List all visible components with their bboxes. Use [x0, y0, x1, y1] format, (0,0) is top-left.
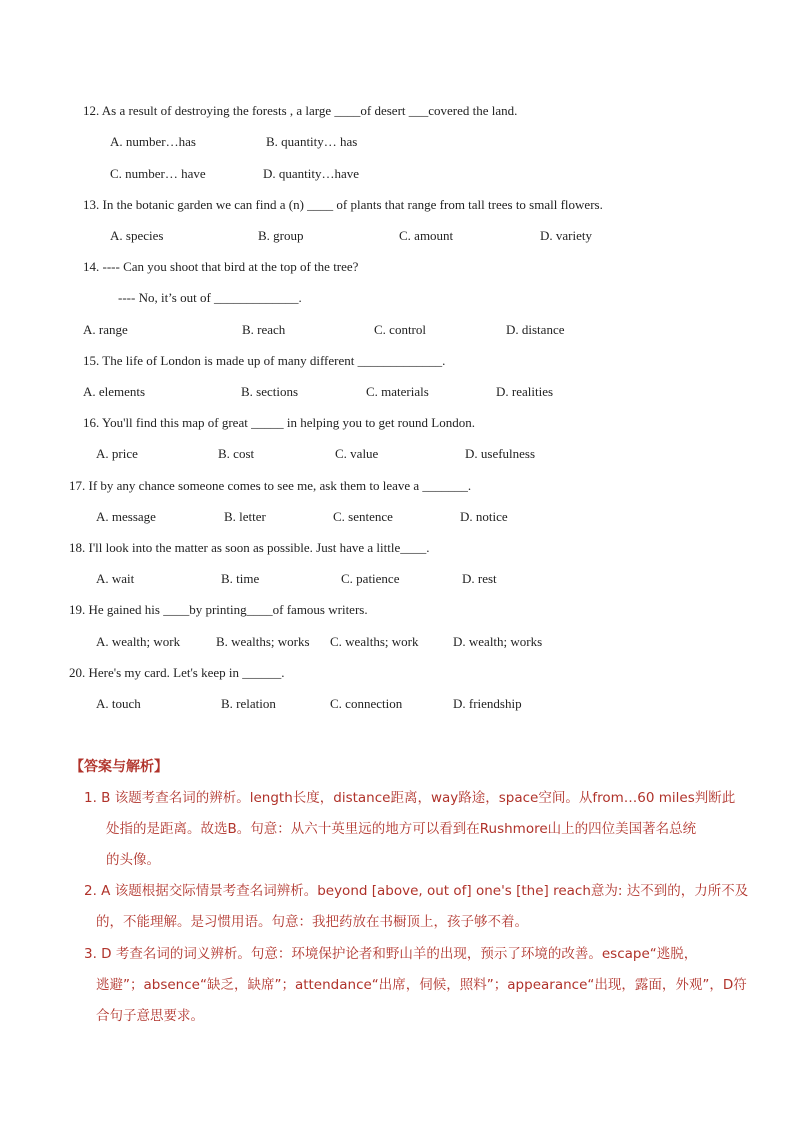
question-17-option-d: D. notice	[460, 509, 508, 524]
question-17-option-a: A. message	[96, 509, 156, 524]
question-16-stem: 16. You'll find this map of great _____ in helping you to get round London.	[83, 415, 475, 430]
answers-header: 【答案与解析】	[70, 759, 168, 775]
question-18-option-b: B. time	[221, 571, 260, 586]
question-13-option-a: A. species	[110, 228, 164, 243]
question-20-option-a: A. touch	[96, 696, 141, 711]
answer-1-line-2: 处指的是距离。故选B。句意：从六十英里远的地方可以看到在Rushmore山上的四位美国著名总统	[106, 821, 697, 837]
answer-3-line-3: 合句子意思要求。	[96, 1008, 204, 1024]
question-13-option-b: B. group	[258, 228, 304, 243]
question-12-option-a: A. number…has	[110, 134, 196, 149]
question-18-option-a: A. wait	[96, 571, 135, 586]
question-15-option-d: D. realities	[496, 384, 554, 399]
question-16-option-a: A. price	[96, 446, 138, 461]
question-18-option-d: D. rest	[462, 571, 497, 586]
question-20-option-c: C. connection	[330, 696, 403, 711]
question-12-option-d: D. quantity…have	[263, 166, 360, 181]
question-16-option-c: C. value	[335, 446, 379, 461]
question-15-stem: 15. The life of London is made up of many different _____________.	[83, 353, 446, 368]
question-12-stem: 12. As a result of destroying the forests , a large ____of desert ___covered the land.	[83, 103, 518, 118]
question-14-option-d: D. distance	[506, 322, 565, 337]
answer-2-line-1: 2. A 该题根据交际情景考查名词辨析。beyond [above, out of] one's [the] reach意为: 达不到的，力所不及	[84, 883, 749, 899]
question-15-option-b: B. sections	[241, 384, 299, 399]
answer-1-line-3: 的头像。	[106, 852, 160, 868]
answer-2-line-2: 的，不能理解。是习惯用语。句意：我把药放在书橱顶上，孩子够不着。	[96, 914, 528, 930]
question-14-option-c: C. control	[374, 322, 426, 337]
question-19-option-b: B. wealths; works	[216, 634, 310, 649]
question-17-option-b: B. letter	[224, 509, 266, 524]
question-13-option-d: D. variety	[540, 228, 592, 243]
question-13-stem: 13. In the botanic garden we can find a (n) ____ of plants that range from tall trees to small flowers.	[83, 197, 603, 212]
question-15-option-a: A. elements	[83, 384, 146, 399]
question-12-option-b: B. quantity… has	[266, 134, 358, 149]
question-18-option-c: C. patience	[341, 571, 400, 586]
answer-1-line-1: 1. B 该题考查名词的辨析。length长度，distance距离，way路途，space空间。从from…60 miles判断此	[84, 790, 736, 806]
question-19-option-a: A. wealth; work	[96, 634, 181, 649]
question-20-stem: 20. Here's my card. Let's keep in ______.	[69, 665, 285, 680]
question-17-stem: 17. If by any chance someone comes to see me, ask them to leave a _______.	[69, 478, 472, 493]
question-14-option-a: A. range	[83, 322, 128, 337]
question-19-option-c: C. wealths; work	[330, 634, 419, 649]
question-20-option-d: D. friendship	[453, 696, 522, 711]
answer-3-line-2: 逃避”；absence“缺乏，缺席”；attendance“出席，伺候，照料”；appearance“出现，露面，外观”，D符	[96, 977, 747, 993]
answer-3-line-1: 3. D 考查名词的词义辨析。句意：环境保护论者和野山羊的出现，预示了环境的改善。escape“逃脱，	[84, 946, 698, 962]
question-16-option-d: D. usefulness	[465, 446, 536, 461]
question-17-option-c: C. sentence	[333, 509, 393, 524]
question-16-option-b: B. cost	[218, 446, 255, 461]
question-14-stem: 14. ---- Can you shoot that bird at the top of the tree?	[83, 259, 359, 274]
question-20-option-b: B. relation	[221, 696, 276, 711]
question-14-option-b: B. reach	[242, 322, 286, 337]
question-13-option-c: C. amount	[399, 228, 454, 243]
question-18-stem: 18. I'll look into the matter as soon as possible. Just have a little____.	[69, 540, 430, 555]
question-12-option-c: C. number… have	[110, 166, 206, 181]
question-15-option-c: C. materials	[366, 384, 429, 399]
question-14-stem-reply: ---- No, it’s out of _____________.	[118, 290, 302, 305]
question-19-stem: 19. He gained his ____by printing____of famous writers.	[69, 602, 368, 617]
question-19-option-d: D. wealth; works	[453, 634, 543, 649]
